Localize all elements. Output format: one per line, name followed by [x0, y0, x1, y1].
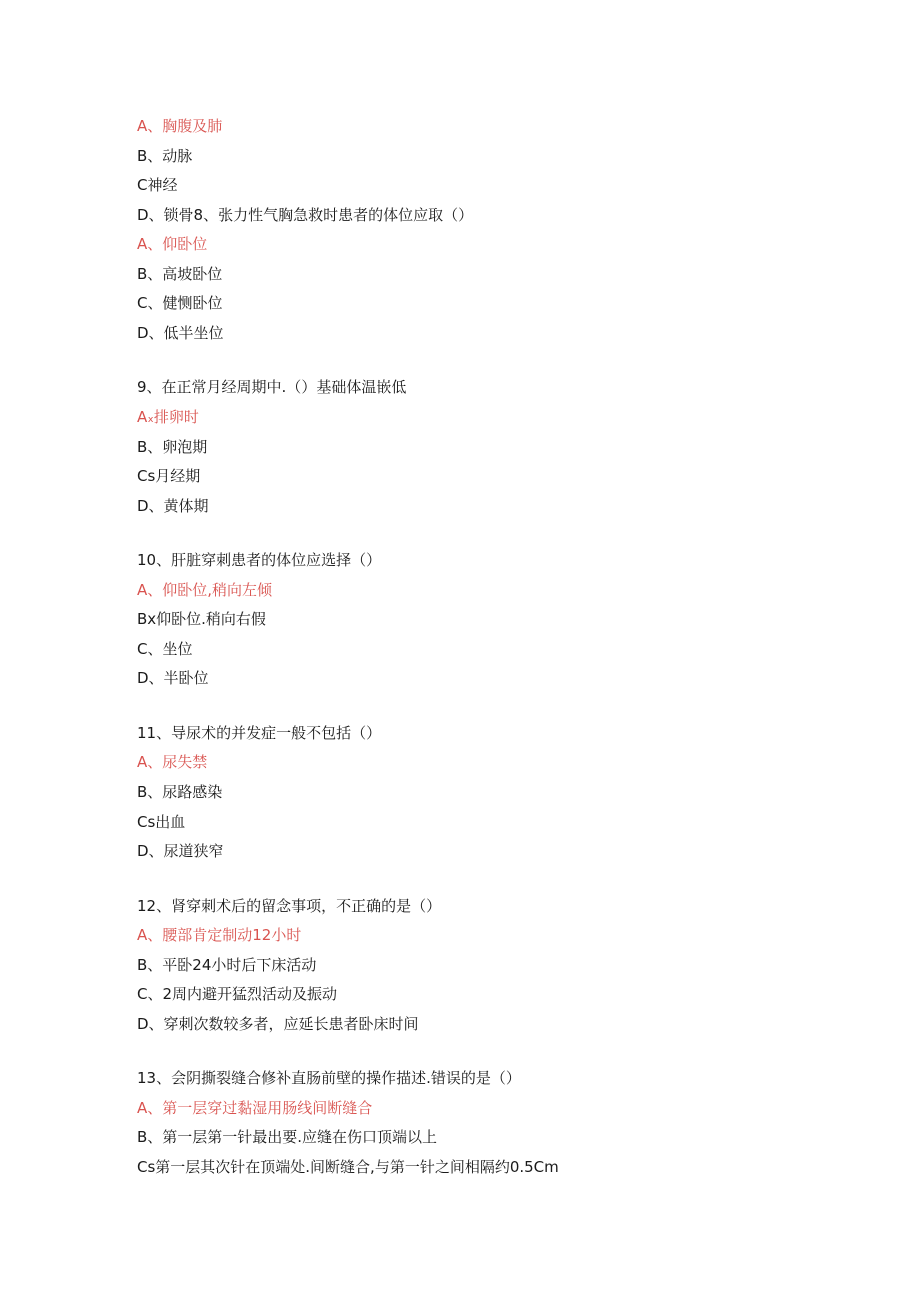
option-c: Cs出血: [137, 813, 186, 831]
option-d-and-question-8: D、锁骨8、张力性气胸急救时患者的体位应取（）: [137, 206, 474, 224]
option-d: D、黄体期: [137, 497, 209, 515]
option-a: A、尿失禁: [137, 753, 208, 771]
option-a: A、第一层穿过黏湿用肠线间断缝合: [137, 1099, 373, 1117]
question-12: 12、肾穿刺术后的留念事项，不正确的是（）: [137, 897, 442, 915]
option-a: A、腰部肯定制动12小时: [137, 926, 302, 944]
option-b: B、动脉: [137, 147, 193, 165]
option-b: B、尿路感染: [137, 783, 223, 801]
option-b: B、第一层第一针最出要.应缝在伤口顶端以上: [137, 1128, 438, 1146]
option-d: D、尿道狭窄: [137, 842, 224, 860]
option-a: A、仰卧位: [137, 235, 208, 253]
option-c: C、2周内避开猛烈活动及振动: [137, 985, 338, 1003]
option-a: A、胸腹及肺: [137, 117, 223, 135]
option-b: B、高坡卧位: [137, 265, 223, 283]
option-a: A、仰卧位,稍向左倾: [137, 581, 273, 599]
option-b: B、平卧24小时后下床活动: [137, 956, 317, 974]
option-c: Cs月经期: [137, 467, 201, 485]
option-a: Aₓ排卵时: [137, 408, 199, 426]
question-11: 11、导尿术的并发症一般不包括（）: [137, 724, 382, 742]
option-d: D、半卧位: [137, 669, 209, 687]
option-c: Cs第一层其次针在顶端处.间断缝合,与第一针之间相隔约0.5Cm: [137, 1158, 559, 1176]
option-c: C、坐位: [137, 640, 193, 658]
question-10: 10、肝脏穿刺患者的体位应选择（）: [137, 551, 382, 569]
option-d: D、低半坐位: [137, 324, 224, 342]
option-c: C、健恻卧位: [137, 294, 223, 312]
option-b: B、卵泡期: [137, 438, 208, 456]
option-b: Bx仰卧位.稍向右假: [137, 610, 266, 628]
option-d: D、穿刺次数较多者，应延长患者卧床时间: [137, 1015, 419, 1033]
question-9: 9、在正常月经周期中.（）基础体温嵌低: [137, 378, 407, 396]
option-c: C神经: [137, 176, 178, 194]
question-13: 13、会阴撕裂缝合修补直肠前壁的操作描述.错误的是（）: [137, 1069, 521, 1087]
